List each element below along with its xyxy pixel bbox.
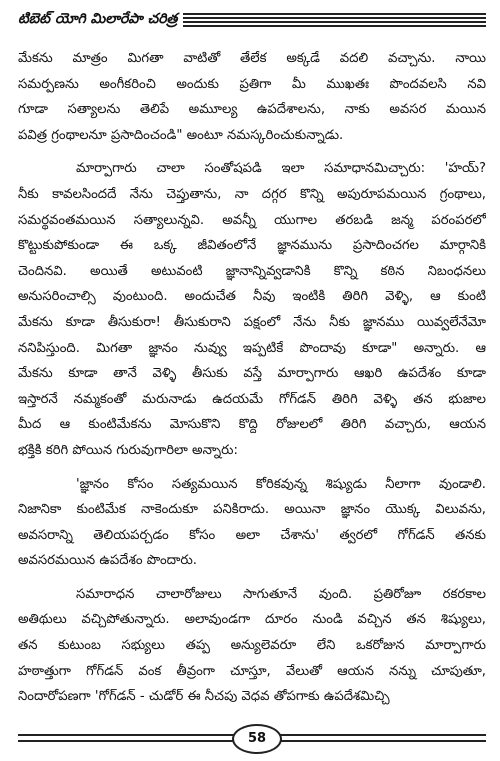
text-line: అనుసరించాల్సి వుంటుంది. అందుచేత నీవు ఇంటికి తిరిగి వెళ్ళి, ఆ కుంటి [18, 289, 486, 305]
header-rule [168, 25, 486, 27]
text-line: సమారాధన చాలారోజులు సాగుతూనే వుంది. ప్రతిరోజూ రకరకాల [76, 586, 486, 602]
text-line: అవసరాన్ని తెలియపర్చడం కోసం అలా చేశాను' త్వరలో గోగ్‌డన్ తనకు [18, 527, 486, 543]
text-line: సమర్పణను అంగీకరించి అందుకు ప్రతిగా మీ ముఖతః పొందవలసి నవి [18, 76, 486, 92]
text-line: మార్పాగారు చాలా సంతోషపడి ఇలా సమాధానమిచ్చారు: 'హయ్? [76, 161, 486, 177]
text-line: మీద ఆ కుంటిమేకను మోసుకొని కొద్ది రోజులలో తిరిగి వచ్చారు, ఆయన [18, 417, 486, 433]
paragraph [18, 472, 486, 574]
text-line: మేకను మాత్రం మిగతా వాటితో తేలేక అక్కడే వదలి వచ్చాను. నాయి [18, 51, 486, 66]
text-line: 'జ్ఞానం కోసం సత్యమయిన కోరికవున్న శిష్యుడు నీలాగా వుండాలి. [76, 476, 486, 492]
text-line: భక్తికి కరిగి పోయిన గురువుగారిలా అన్నారు: [18, 442, 238, 458]
text-line: సమర్థవంతమయిన సత్యాలున్నవి. అవన్నీ యుగాల తరబడి జన్మ పరంపరలో [18, 212, 486, 228]
text-line: మేకను కూడా తీసుకురా! తీసుకురాని పక్షంలో నేను నీకు జ్ఞానము యివ్వలేనేమో [18, 314, 486, 330]
text-line: చెందినవి. అయితే అటువంటి జ్ఞానాన్నివ్వడానికి కొన్ని కఠిన నిబంధనలు [18, 263, 486, 279]
text-line: తన కుటుంబ సభ్యులు తప్ప అన్యులెవరూ లేని ఒకరోజున మార్పాగారు [18, 638, 486, 654]
text-line: మేకను కూడా తానే వెళ్ళి తీసుకు వస్తే మార్పాగారు ఆఖరి ఉపదేశం కూడా [18, 366, 486, 382]
header-rule [168, 13, 486, 15]
running-header [18, 6, 486, 32]
paragraph [18, 46, 486, 148]
text-line: గూడా సత్యాలను తెలిపే అమూల్య ఉపదేశాలను, నాకు అవసర మయిన [18, 102, 486, 118]
text-line: కొట్టుకుపోకుండా ఈ ఒక్క జీవితంలోనే జ్ఞానమును ప్రసాదించగల మార్గానికి [18, 238, 486, 254]
book-title: టిబెట్ యోగి మిలారేపా చరిత్ర [18, 6, 183, 32]
header-rule [168, 17, 486, 19]
text-line: ననిపిస్తుంది. మిగతా జ్ఞానం నువ్వు ఇప్పటికే పొందావు కూడా" అన్నారు. ఆ [18, 340, 486, 356]
text-line: హఠాత్తుగా గోగ్‌డన్ వంక తీవ్రంగా చూస్తూ, వేలుతో ఆయన నన్ను చూపుతూ, [18, 663, 486, 679]
paragraph [18, 156, 486, 463]
text-line: నీకు కావలసిందదే నేను చెప్తుతాను, నా దగ్గర కొన్ని అపురూపమయిన గ్రంథాలు, [18, 186, 486, 202]
text-line: నిజానికా కుంటిమేక నాకెందుకూ పనికిరాదు. అయినా జ్ఞానం యొక్క విలువను, [18, 502, 486, 518]
text-line: పవిత్ర గ్రంథాలనూ ప్రసాదించండి" అంటూ నమస్కరించుకున్నాడు. [18, 127, 344, 143]
body-text [18, 46, 486, 718]
paragraph [18, 582, 486, 710]
text-line: అవసరమయిన ఉపదేశం పొందారు. [18, 553, 197, 569]
page-number: 58 [232, 724, 282, 754]
header-rule [168, 21, 486, 23]
text-line: ఇస్తారనే నమ్మకంతో మరునాడు ఉదయమే గోగ్‌డన్ తిరిగి వెళ్ళి తన భుజాల [18, 391, 486, 407]
text-line: అతిథులు వచ్చిపోతున్నారు. అలావుండగా దూరం నుండి వచ్చిన తన శిష్యులు, [18, 612, 486, 628]
text-line: నిందారోపణగా 'గోగ్‌డన్ - చుడోర్ ఈ నీచపు వెధవ తోపగాకు ఉపదేశమిచ్చి [18, 689, 390, 705]
header-decorative-rules [168, 6, 486, 32]
